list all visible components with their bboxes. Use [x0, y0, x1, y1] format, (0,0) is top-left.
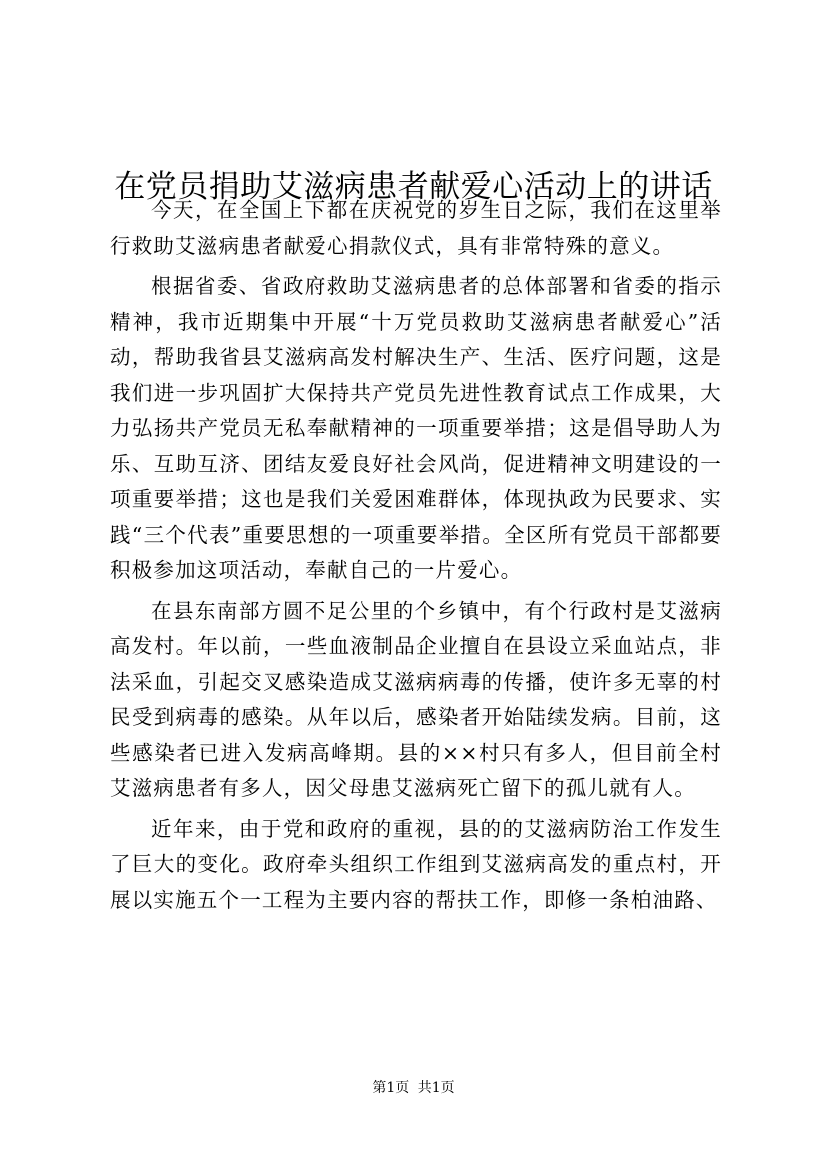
document-body	[110, 193, 722, 918]
paragraph-4: 近年来，由于党和政府的重视，县的的艾滋病防治工作发生了巨大的变化。政府牵头组织工作组到艾滋病高发的重点村，开展以实施五个一工程为主要内容的帮扶工作，即修一条柏油路、	[110, 816, 722, 912]
document-title: 在党员捐助艾滋病患者献爱心活动上的讲话	[114, 168, 713, 205]
total-pages: 共1页	[417, 1080, 455, 1096]
page-footer	[0, 1078, 827, 1098]
paragraph-1: 今天，在全国上下都在庆祝党的岁生日之际，我们在这里举行救助艾滋病患者献爱心捐款仪式，具有非常特殊的意义。	[110, 198, 722, 258]
paragraph-2: 根据省委、省政府救助艾滋病患者的总体部署和省委的指示精神，我市近期集中开展“十万党员救助艾滋病患者献爱心”活动，帮助我省县艾滋病高发村解决生产、生活、医疗问题，这是我们进一步巩固扩大保持共产党员先进性教育试点工作成果，大力弘扬共产党员无私奉献精神的一项重要举措；这是倡导助人为乐、互助互济、团结友爱良好社会风尚，促进精神文明建设的一项重要举措；这也是我们关爱困难群体，体现执政为民要求、实践“三个代表”重要思想的一项重要举措。全区所有党员干部都要积极参加这项活动，奉献自己的一片爱心。	[110, 274, 722, 582]
page-number: 第1页	[372, 1080, 410, 1096]
paragraph-3: 在县东南部方圆不足公里的个乡镇中，有个行政村是艾滋病高发村。年以前，一些血液制品企业擅自在县设立采血站点，非法采血，引起交叉感染造成艾滋病病毒的传播，使许多无辜的村民受到病毒的感染。从年以后，感染者开始陆续发病。目前，这些感染者已进入发病高峰期。县的××村只有多人，但目前全村艾滋病患者有多人，因父母患艾滋病死亡留下的孤儿就有人。	[110, 598, 722, 800]
